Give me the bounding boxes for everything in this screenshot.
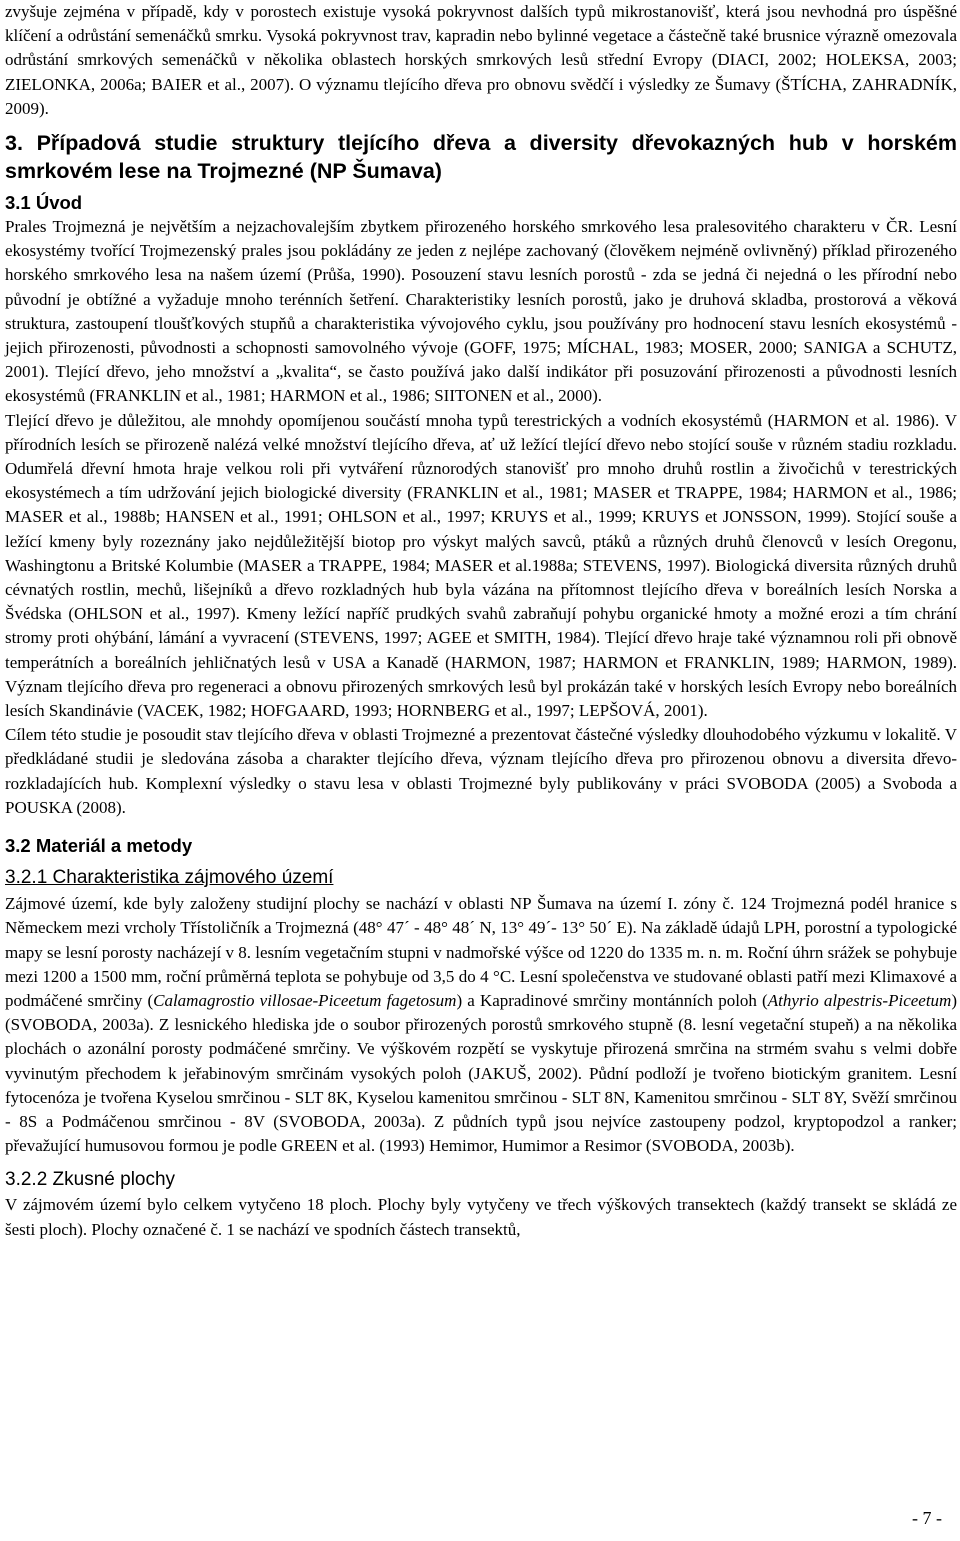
section-3-2-heading: 3.2 Materiál a metody: [5, 835, 193, 857]
section-3-heading: 3. Případová studie struktury tlejícího dřeva a diversity dřevokazných hub v horském smrkovém lese na Trojmezné (NP Šumava): [5, 131, 957, 184]
species-name-1: Calamagrostio villosae-Piceetum fagetosum: [153, 990, 457, 1010]
section-3-2-1-heading: [5, 866, 957, 890]
study-area-text-a: Zájmové území, kde byly založeny studijní plochy se nachází v oblasti NP Šumava na území I. zóny č. 124 Trojmezná podél hranice s Německem mezi vrcholy Třístoličník a Trojmezná (48° 47´ - 48° 48´ N, 13° 49´- 13° 50´ E). Na základě údajů LPH, porostní a typologické mapy se lesní porosty nacházejí v 8. lesním vegetačním stupni v nadmořské výšce od 1220 do 1335 m. n. m. Roční úhrn srážek se pohybuje mezi 1200 a 1500 mm, roční průměrná teplota se pohybuje od 3,5 do 4 °C. Lesní společenstva ve studované oblasti patří mezi Klimaxové a podmáčené smrčiny (: [5, 894, 957, 1010]
intro-paragraph: zvyšuje zejména v případě, kdy v porostech existuje vysoká pokryvnost dalších typů mikrostanovišť, která jsou nevhodná pro úspěšné klíčení a odrůstání semenáčků smrku. Vysoká pokryvnost trav, kapradin nebo bylinné vegetace a částečně také brusnice výrazně omezovala odrůstání smrkových semenáčků v několika oblastech horských smrkových lesů střední Evropy (DIACI, 2002; HOLEKSA, 2003; ZIELONKA, 2006a; BAIER et al., 2007). O významu tlejícího dřeva pro obnovu svědčí i výsledky ze Šumavy (ŠTÍCHA, ZAHRADNÍK, 2009).: [5, 2, 957, 118]
paragraph-study-area: [5, 892, 957, 1158]
paragraph-intro-3: Cílem této studie je posoudit stav tlejícího dřeva v oblasti Trojmezné a prezentovat částečné výsledky dlouhodobého výzkumu v lokalitě. V předkládané studii je sledována zásoba a charakter tlejícího dřeva, význam tlejícího dřeva pro přirozenou obnovu a diversita dřevo-rozkladajících hub. Komplexní výsledky o stavu lesa v oblasti Trojmezné byly publikovány v práci SVOBODA (2005) a Svoboda a POUSKA (2008).: [5, 725, 957, 817]
paragraph-intro-1: Prales Trojmezná je největším a nejzachovalejším zbytkem přirozeného horského smrkového lesa pralesovitého charakteru v ČR. Lesní ekosystémy tvořící Trojmezenský prales jsou pokládány ze jeden z nejlépe zachovaný (člověkem nejméně ovlivněný) příklad přirozeného horského smrkového lesa na našem území (Průša, 1990). Posouzení stavu lesních porostů - zda se jedná či nejedná o les přírodní nebo původní je obtížné a vyžaduje mnoho terénních šetření. Charakteristiky lesních porostů, jako je druhová skladba, prostorová a věková struktura, zastoupení tloušťkových stupňů a charakteristika vývojového cyklu, jsou používány pro hodnocení stavu lesních ekosystémů - jejich přirozenosti, původnosti a schopnosti samovolného vývoje (GOFF, 1975; MÍCHAL, 1983; MOSER, 2000; SANIGA a SCHUTZ, 2001). Tlející dřevo, jeho množství a „kvalita“, se často používá jako další indikátor při posuzování přirozenosti a původnosti lesních ekosystémů (FRANKLIN et al., 1981; HARMON et al., 1986; SIITONEN et al., 2000).: [5, 217, 957, 406]
section-3-1-heading: 3.1 Úvod: [5, 192, 83, 214]
paragraph-intro-2: Tlející dřevo je důležitou, ale mnohdy opomíjenou součástí mnoha typů terestrických a vodních ekosystémů (HARMON et al. 1986). V přírodních lesích se přirozeně nalézá velké množství tlejícího dřeva, ať už ležící tlející dřevo nebo stojící souše v různém stadiu rozkladu. Odumřelá dřevní hmota hraje velkou roli při vytváření různorodých stanovišť pro mnoho druhů rostlin a živočichů v terestrických ekosystémech a tím udržování jejich biologické diversity (FRANKLIN et al., 1981; MASER et TRAPPE, 1984; HARMON et al., 1986; MASER et al., 1988b; HANSEN et al., 1991; OHLSON et al., 1997; KRUYS et al., 1999; KRUYS et JONSSON, 1999). Stojící souše a ležící kmeny byly rozeznány jako nejdůležitější biotop pro výskyt malých savců, ptáků a různých druhů členovců v lesích Oregonu, Washingtonu a Britské Kolumbie (MASER a TRAPPE, 1984; MASER et al.1988a; STEVENS, 1997). Biologická diversita různých druhů cévnatých rostlin, mechů, lišejníků a dřevo rozkladných hub byla vázána na přítomnost tlejícího dřeva v boreálních lesích Norska a Švédska (OHLSON et al., 1997). Kmeny ležící napříč prudkých svahů zabraňují pohybu organické hmoty a možné erozi a tím chrání stromy proti ohýbání, lámání a vyvracení (STEVENS, 1997; AGEE et SMITH, 1984). Tlející dřevo hraje také významnou roli při obnově temperátních a boreálních jehličnatých lesů v USA a Kanadě (HARMON, 1987; HARMON et FRANKLIN, 1989; HARMON, 1989). Význam tlejícího dřeva pro regeneraci a obnovu přirozených smrkových lesů byl prokázán také v horských lesích Evropy nebo boreálních lesích Skandinávie (VACEK, 1982; HOFGAARD, 1993; HORNBERG et al., 1997; LEPŠOVÁ, 2001).: [5, 410, 957, 721]
section-3-2-2-heading: 3.2.2 Zkusné plochy: [5, 1169, 176, 1191]
page-number: - 7 -: [912, 1508, 942, 1528]
study-area-text-c: ) (SVOBODA, 2003a). Z lesnického hlediska jde o soubor přirozených porostů smrkového stupně (8. lesní vegetační stupeň) a na několika plochách o azonální porosty podmáčené smrčiny. Ve výškovém rozpětí se vyskytuje přirozená smrčina na strmém svahu s velmi dobře vyvinutým přechodem k jeřabinovým smrčinám vysokých poloh (JAKUŠ, 2002). Půdní podloží je tvořeno biotickým granitem. Lesní fytocenóza je tvořena Kyselou smrčinou - SLT 8K, Kyselou kamenitou smrčinou - SLT 8N, Kamenitou smrčinou - SLT 8Y, Svěží smrčinou - 8S a Podmáčenou smrčinou - 8V (SVOBODA, 2003a). Z půdních typů jsou nejvíce zastoupeny podzol, kryptopodzol a ranker; převažující humusovou formou je podle GREEN et al. (1993) Hemimor, Humimor a Resimor (SVOBODA, 2003b).: [5, 990, 958, 1156]
section-3-2-1-heading-text: 3.2.1 Charakteristika zájmového území: [5, 867, 334, 889]
species-name-2: Athyrio alpestris-Piceetum: [767, 990, 952, 1010]
document-page: [5, 0, 957, 1242]
study-area-text-b: ) a Kapradinové smrčiny montánních poloh (: [456, 990, 768, 1010]
paragraph-plots: V zájmovém území bylo celkem vytyčeno 18 ploch. Plochy byly vytyčeny ve třech výškových transektech (každý transekt se skládá ze šesti ploch). Plochy označené č. 1 se nachází ve spodních částech transektů,: [5, 1195, 957, 1239]
